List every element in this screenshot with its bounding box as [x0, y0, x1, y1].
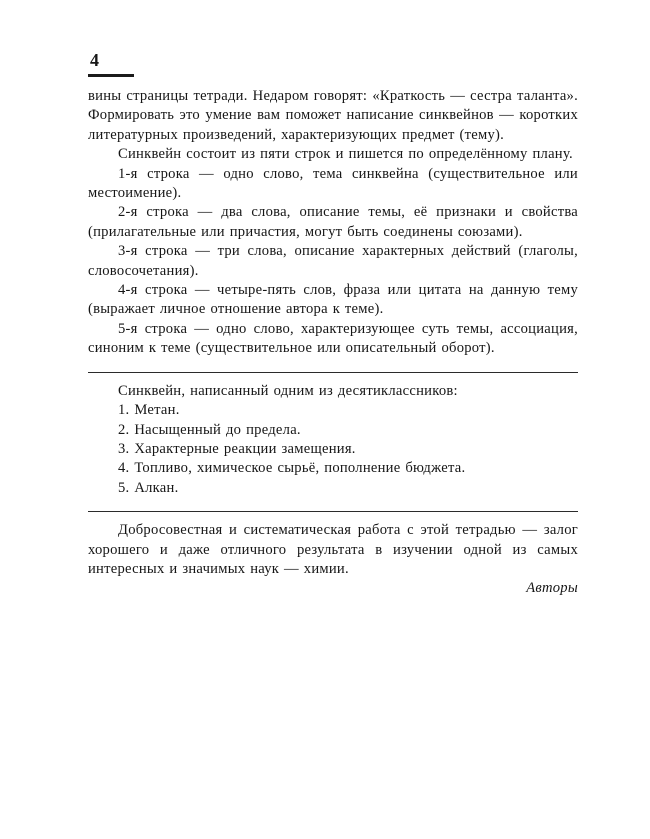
- example-line-5: 5. Алкан.: [118, 479, 179, 496]
- example-line-1: 1. Метан.: [118, 402, 180, 419]
- authors-signature: Авторы: [526, 580, 578, 597]
- example-line-3: 3. Характерные реакции замещения.: [118, 440, 356, 457]
- paragraph-row-3: 3-я строка — три слова, описание характерных действий (глаголы, словосочетания).: [88, 243, 578, 279]
- paragraph-cinquain-plan: Синквейн состоит из пяти строк и пишется по определённому плану.: [118, 146, 573, 163]
- text-block: [88, 87, 578, 599]
- paragraph-row-5: 5-я строка — одно слово, характеризующее суть темы, ассоциация, синоним к теме (существительное или описательный оборот).: [88, 320, 578, 357]
- paragraph-continuation: вины страницы тетради. Недаром говорят: «Краткость — сестра таланта». Формировать это умение вам поможет написание синквейнов — коротких литературных произведений, характеризующих предмет (тему).: [88, 88, 578, 143]
- paragraph-row-4: 4-я строка — четыре-пять слов, фраза или цитата на данную тему (выражает личное отношение автора к теме).: [88, 282, 578, 318]
- paragraph-row-1: 1-я строка — одно слово, тема синквейна (существительное или местоимение).: [88, 165, 578, 202]
- paragraph-row-2: 2-я строка — два слова, описание темы, её признаки и свойства (прилагательные или причастия, могут быть соединены союзами).: [88, 204, 578, 240]
- divider-top: [88, 372, 578, 373]
- example-intro: Синквейн, написанный одним из десятиклассников:: [118, 382, 458, 399]
- closing-paragraph: Добросовестная и систематическая работа с этой тетрадью — залог хорошего и даже отличного результата в изучении одной из самых интересных и значимых наук — химии.: [88, 522, 578, 577]
- example-line-4: 4. Топливо, химическое сырьё, пополнение бюджета.: [118, 460, 466, 477]
- example-line-2: 2. Насыщенный до предела.: [118, 421, 301, 438]
- divider-bottom: [88, 511, 578, 512]
- page-number: 4: [88, 50, 134, 77]
- cinquain-example: [88, 382, 578, 498]
